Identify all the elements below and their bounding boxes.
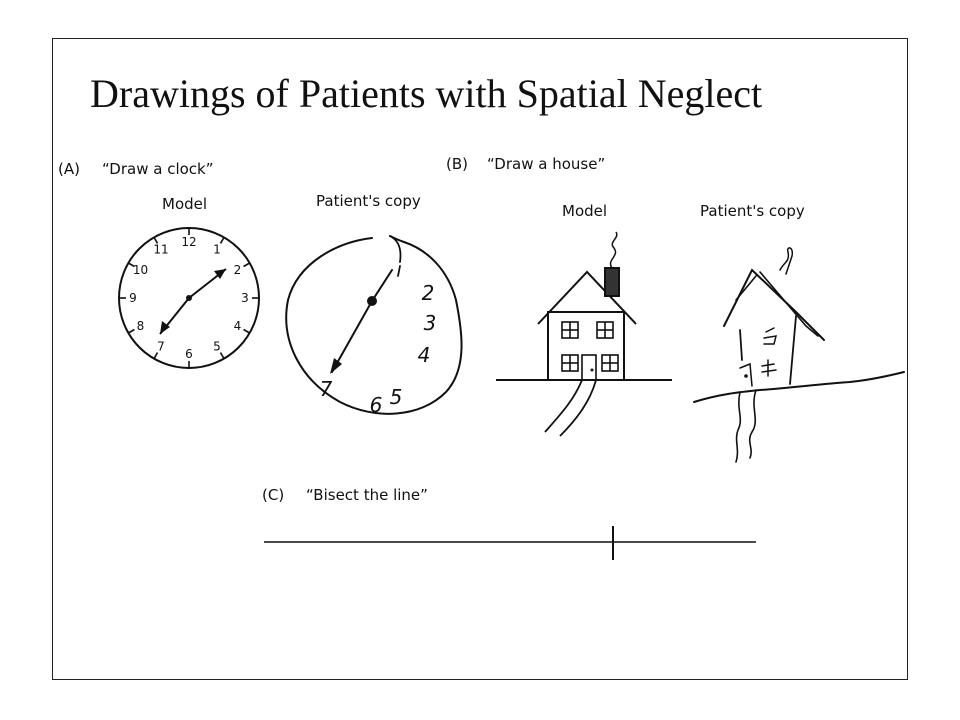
clock-number: 9 bbox=[129, 291, 137, 305]
clock-number: 4 bbox=[233, 319, 242, 333]
model-house bbox=[496, 232, 672, 436]
patient-clock-number: 4 bbox=[417, 343, 431, 367]
clock-tick bbox=[244, 330, 250, 334]
patient-clock-number: 6 bbox=[369, 393, 383, 417]
panel-b-model-label: Model bbox=[562, 202, 608, 220]
clock-number: 3 bbox=[241, 291, 249, 305]
panel-a-instruction: “Draw a clock” bbox=[102, 160, 214, 178]
clock-tick bbox=[244, 263, 250, 267]
clock-tick bbox=[221, 353, 225, 359]
clock-number: 2 bbox=[233, 263, 242, 277]
patient-clock-number: 2 bbox=[421, 281, 435, 305]
patient-house-copy bbox=[694, 248, 904, 462]
clock-number: 1 bbox=[213, 242, 221, 257]
panel-a-copy-label: Patient's copy bbox=[316, 192, 421, 210]
patient-clock-number: 5 bbox=[389, 385, 403, 409]
panel-c-instruction: “Bisect the line” bbox=[306, 486, 428, 504]
panel-c-letter: (C) bbox=[262, 486, 285, 504]
panel-b-copy-label: Patient's copy bbox=[700, 202, 805, 220]
clock-number: 5 bbox=[213, 339, 221, 354]
patient-clock-number: 3 bbox=[423, 311, 437, 335]
patient-clock-number: 7 bbox=[319, 377, 333, 401]
patient-clock-numbers bbox=[320, 281, 437, 417]
panel-b-letter: (B) bbox=[446, 155, 468, 173]
clock-number: 7 bbox=[157, 339, 165, 354]
panel-b-instruction: “Draw a house” bbox=[487, 155, 606, 173]
panel-a-model-label: Model bbox=[162, 195, 208, 213]
clock-number: 6 bbox=[185, 347, 193, 361]
clock-number: 10 bbox=[132, 263, 149, 277]
clock-number: 12 bbox=[181, 235, 197, 249]
clock-number: 8 bbox=[136, 319, 145, 333]
bisect-line bbox=[264, 526, 756, 560]
clock-number: 11 bbox=[153, 242, 169, 257]
panel-a-letter: (A) bbox=[58, 160, 80, 178]
slide-title: Drawings of Patients with Spatial Neglect bbox=[90, 71, 763, 116]
clock-tick bbox=[221, 237, 225, 243]
clock-tick bbox=[128, 330, 134, 334]
